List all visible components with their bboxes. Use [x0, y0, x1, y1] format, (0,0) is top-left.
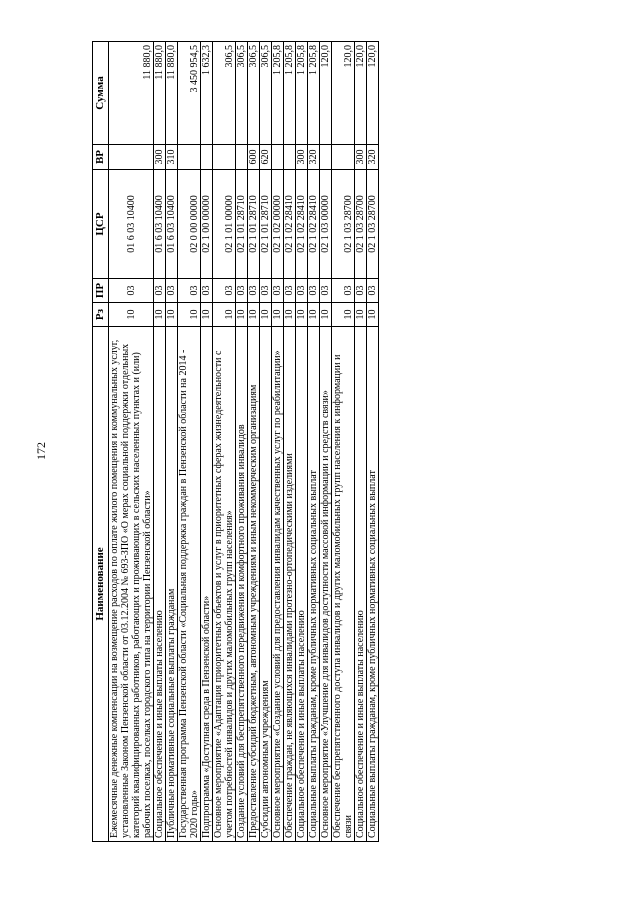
cell-rz: 10 — [367, 303, 379, 327]
table-row — [367, 42, 379, 842]
cell-rz: 10 — [109, 303, 154, 327]
cell-pr: 03 — [201, 279, 213, 303]
cell-pr: 03 — [308, 279, 320, 303]
table-row — [213, 42, 236, 842]
table-row — [166, 42, 178, 842]
cell-rz: 10 — [284, 303, 296, 327]
cell-sum: 11 880,0 — [166, 42, 178, 145]
table-row — [236, 42, 248, 842]
cell-vr: 310 — [166, 145, 178, 170]
cell-rz: 10 — [272, 303, 284, 327]
rotated-table-container — [92, 42, 547, 842]
cell-csr: 02 1 01 28710 — [236, 170, 248, 279]
cell-rz: 10 — [178, 303, 201, 327]
cell-rz: 10 — [355, 303, 367, 327]
cell-name: Основное мероприятие «Улучшение для инвалидов доступности массовой информации и средств связи» — [320, 327, 332, 842]
cell-vr — [109, 145, 154, 170]
cell-name: Социальное обеспечение и иные выплаты населению — [296, 327, 308, 842]
cell-pr: 03 — [272, 279, 284, 303]
page-number: 172 — [34, 442, 48, 460]
cell-sum: 1 632,3 — [201, 42, 213, 145]
cell-vr: 600 — [248, 145, 260, 170]
cell-vr — [213, 145, 236, 170]
header-rz: Рз — [93, 303, 109, 327]
cell-csr: 02 1 02 28410 — [308, 170, 320, 279]
cell-csr: 02 1 00 00000 — [201, 170, 213, 279]
cell-pr: 03 — [213, 279, 236, 303]
table-row — [355, 42, 367, 842]
cell-vr — [332, 145, 355, 170]
cell-rz: 10 — [260, 303, 272, 327]
cell-rz: 10 — [320, 303, 332, 327]
cell-pr: 03 — [166, 279, 178, 303]
cell-pr: 03 — [320, 279, 332, 303]
header-name: Наименование — [93, 327, 109, 842]
cell-pr: 03 — [260, 279, 272, 303]
cell-sum: 306,5 — [248, 42, 260, 145]
table-row — [284, 42, 296, 842]
cell-rz: 10 — [248, 303, 260, 327]
table-header-row — [93, 42, 109, 842]
table-row — [109, 42, 154, 842]
table-row — [332, 42, 355, 842]
table-row — [178, 42, 201, 842]
cell-name: Ежемесячные денежные компенсации на возмещение расходов по оплате жилого помещения и коммунальных услуг, установленные Законом Пензенской области от 03.12.2004 № 693-ЗПО «О мерах социальной поддержки отдельных категорий квалифицированных работников, работающих и проживающих в сельских населенных пунктах и (или) рабочих поселках, поселках городского типа на территории Пензенской области» — [109, 327, 154, 842]
table-row — [272, 42, 284, 842]
cell-sum: 1 205,8 — [296, 42, 308, 145]
table-row — [201, 42, 213, 842]
cell-name: Субсидии автономным учреждениям — [260, 327, 272, 842]
cell-vr — [320, 145, 332, 170]
cell-sum: 120,0 — [367, 42, 379, 145]
cell-sum: 1 205,8 — [272, 42, 284, 145]
cell-vr: 300 — [154, 145, 166, 170]
cell-rz: 10 — [308, 303, 320, 327]
cell-name: Основное мероприятие «Адаптация приоритетных объектов и услуг в приоритетных сферах жизнедеятельности с учетом потребностей инвалидов и других маломобильных групп населения» — [213, 327, 236, 842]
cell-csr: 02 1 03 28700 — [367, 170, 379, 279]
cell-name: Создание условий для беспрепятственного передвижения и комфортного проживания инвалидов — [236, 327, 248, 842]
cell-sum: 306,5 — [213, 42, 236, 145]
cell-vr — [201, 145, 213, 170]
cell-csr: 02 1 03 28700 — [332, 170, 355, 279]
cell-name: Обеспечение беспрепятственного доступа инвалидов и других маломобильных групп населения к информации и связи — [332, 327, 355, 842]
table-row — [308, 42, 320, 842]
cell-vr: 300 — [296, 145, 308, 170]
cell-vr — [272, 145, 284, 170]
cell-pr: 03 — [355, 279, 367, 303]
cell-rz: 10 — [154, 303, 166, 327]
cell-pr: 03 — [284, 279, 296, 303]
table-row — [248, 42, 260, 842]
cell-csr: 02 1 02 00000 — [272, 170, 284, 279]
cell-csr: 02 1 01 00000 — [213, 170, 236, 279]
cell-vr: 620 — [260, 145, 272, 170]
cell-name: Социальные выплаты гражданам, кроме публичных нормативных социальных выплат — [308, 327, 320, 842]
cell-vr: 320 — [308, 145, 320, 170]
cell-pr: 03 — [236, 279, 248, 303]
cell-sum: 306,5 — [236, 42, 248, 145]
cell-csr: 02 1 01 28710 — [260, 170, 272, 279]
cell-name: Государственная программа Пензенской области «Социальная поддержка граждан в Пензенской области на 2014 - 2020 годы» — [178, 327, 201, 842]
cell-sum: 3 450 954,5 — [178, 42, 201, 145]
cell-rz: 10 — [213, 303, 236, 327]
cell-csr: 02 1 03 00000 — [320, 170, 332, 279]
header-sum: Сумма — [93, 42, 109, 145]
cell-pr: 03 — [367, 279, 379, 303]
header-csr: ЦСР — [93, 170, 109, 279]
cell-pr: 03 — [154, 279, 166, 303]
cell-name: Социальное обеспечение и иные выплаты населению — [355, 327, 367, 842]
cell-name: Предоставление субсидий бюджетным, автономным учреждениям и иным некоммерческим организациям — [248, 327, 260, 842]
cell-sum: 11 880,0 — [154, 42, 166, 145]
cell-rz: 10 — [296, 303, 308, 327]
cell-sum: 120,0 — [320, 42, 332, 145]
cell-pr: 03 — [296, 279, 308, 303]
cell-csr: 01 6 03 10400 — [166, 170, 178, 279]
cell-name: Публичные нормативные социальные выплаты гражданам — [166, 327, 178, 842]
cell-name: Основное мероприятие «Создание условий для предоставления инвалидам качественных услуг по реабилитации» — [272, 327, 284, 842]
cell-pr: 03 — [178, 279, 201, 303]
table-row — [154, 42, 166, 842]
header-vr: ВР — [93, 145, 109, 170]
cell-rz: 10 — [201, 303, 213, 327]
cell-csr: 02 1 03 28700 — [355, 170, 367, 279]
cell-rz: 10 — [332, 303, 355, 327]
cell-csr: 02 1 01 28710 — [248, 170, 260, 279]
cell-vr — [178, 145, 201, 170]
header-pr: ПР — [93, 279, 109, 303]
table-row — [296, 42, 308, 842]
cell-sum: 11 880,0 — [109, 42, 154, 145]
cell-vr: 300 — [355, 145, 367, 170]
cell-rz: 10 — [166, 303, 178, 327]
table-row — [320, 42, 332, 842]
table-row — [260, 42, 272, 842]
cell-csr: 01 6 03 10400 — [154, 170, 166, 279]
cell-csr: 02 0 00 00000 — [178, 170, 201, 279]
cell-sum: 120,0 — [332, 42, 355, 145]
cell-csr: 01 6 03 10400 — [109, 170, 154, 279]
cell-sum: 1 205,8 — [284, 42, 296, 145]
cell-csr: 02 1 02 28410 — [284, 170, 296, 279]
cell-pr: 03 — [332, 279, 355, 303]
cell-pr: 03 — [248, 279, 260, 303]
cell-sum: 120,0 — [355, 42, 367, 145]
budget-table — [92, 41, 379, 842]
cell-name: Социальное обеспечение и иные выплаты населению — [154, 327, 166, 842]
cell-vr — [284, 145, 296, 170]
cell-vr — [236, 145, 248, 170]
cell-csr: 02 1 02 28410 — [296, 170, 308, 279]
cell-rz: 10 — [236, 303, 248, 327]
cell-pr: 03 — [109, 279, 154, 303]
cell-name: Социальные выплаты гражданам, кроме публичных нормативных социальных выплат — [367, 327, 379, 842]
cell-sum: 1 205,8 — [308, 42, 320, 145]
cell-name: Обеспечение граждан, не являющихся инвалидами протезно-ортопедическими изделиями — [284, 327, 296, 842]
cell-name: Подпрограмма «Доступная среда в Пензенской области» — [201, 327, 213, 842]
cell-vr: 320 — [367, 145, 379, 170]
cell-sum: 306,5 — [260, 42, 272, 145]
